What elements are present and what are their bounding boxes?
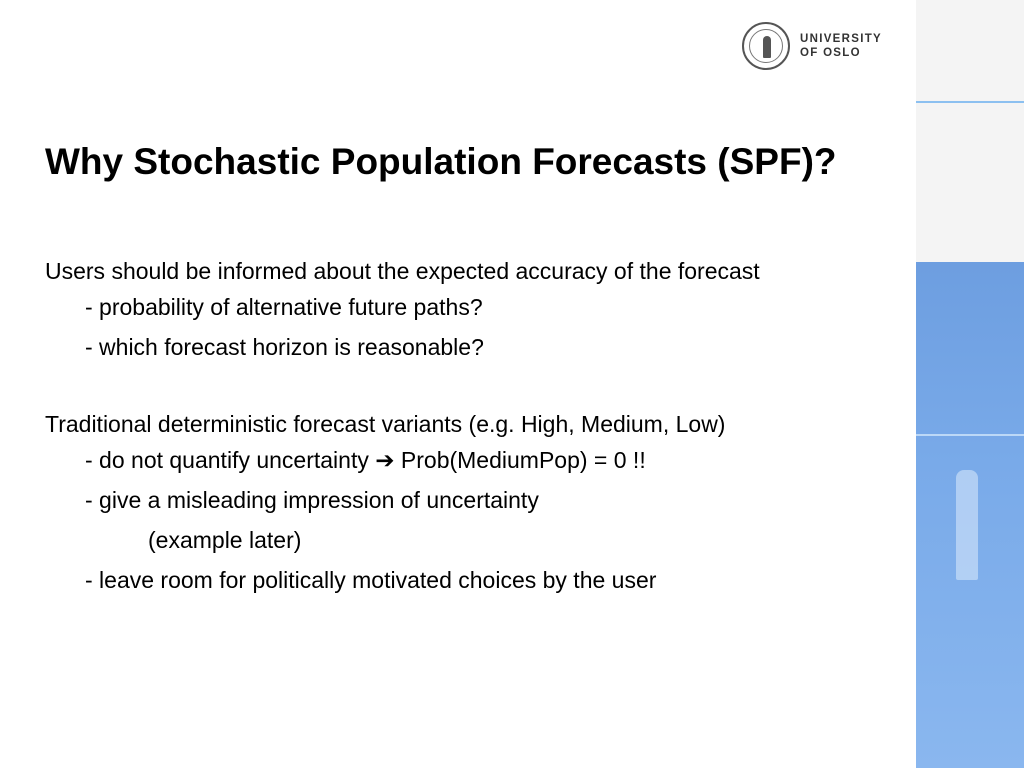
bullet-alternative-paths: - probability of alternative future paths? bbox=[85, 294, 483, 320]
university-seal-icon bbox=[742, 22, 790, 70]
paragraph-users-informed: Users should be informed about the expected accuracy of the forecast bbox=[45, 258, 760, 284]
side-strip-figure bbox=[956, 470, 978, 580]
logo-text bbox=[800, 32, 882, 60]
right-arrow-icon: ➔ bbox=[375, 447, 395, 473]
logo-line-1: UNIVERSITY bbox=[800, 33, 883, 45]
decorative-side-strip bbox=[916, 0, 1024, 768]
logo-line-2: OF OSLO bbox=[800, 47, 861, 59]
slide-body bbox=[45, 255, 845, 600]
bullet-misleading-impression: - give a misleading impression of uncertainty bbox=[85, 487, 539, 513]
side-strip-line bbox=[916, 101, 1024, 103]
bullet-forecast-horizon: - which forecast horizon is reasonable? bbox=[85, 334, 484, 360]
side-strip-top bbox=[916, 0, 1024, 262]
paragraph-deterministic-variants: Traditional deterministic forecast variants (e.g. High, Medium, Low) bbox=[45, 411, 726, 437]
slide-title: Why Stochastic Population Forecasts (SPF)? bbox=[45, 141, 837, 182]
bullet-text: - do not quantify uncertainty bbox=[85, 447, 376, 473]
bullet-political-choices: - leave room for politically motivated choices by the user bbox=[85, 567, 657, 593]
side-strip-line bbox=[916, 434, 1024, 436]
bullet-text: Prob(MediumPop) = 0 !! bbox=[394, 447, 646, 473]
bullet-quantify-uncertainty bbox=[45, 440, 845, 480]
university-logo bbox=[742, 22, 882, 70]
note-example-later: (example later) bbox=[148, 527, 302, 553]
